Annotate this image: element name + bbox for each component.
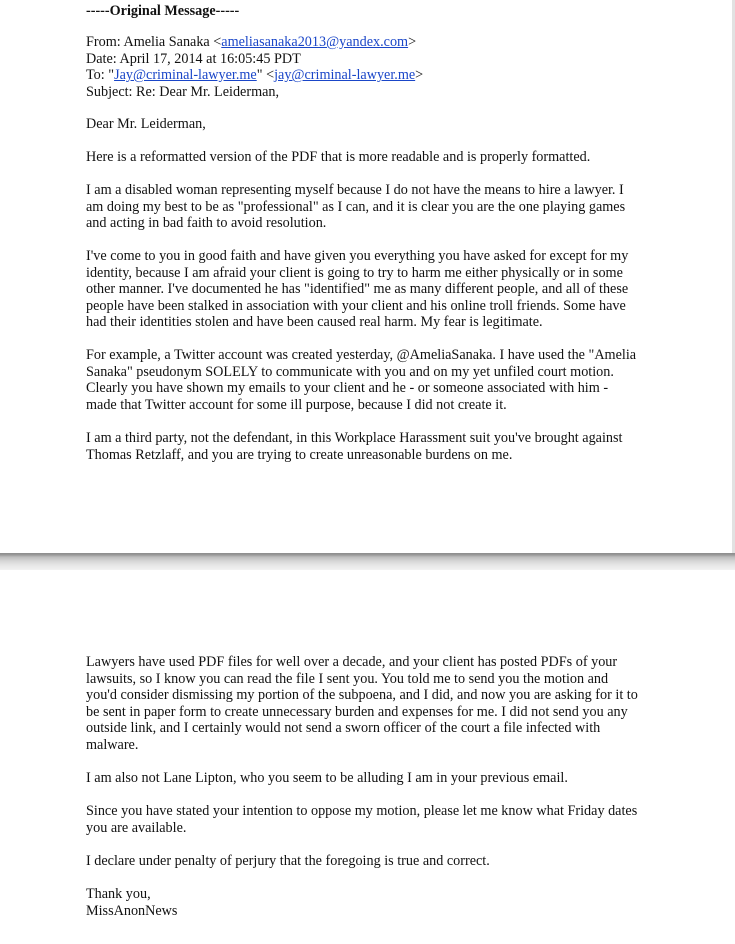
paragraph-line: identity, because I am afraid your client is going to try to harm me either physically or in some — [86, 264, 623, 281]
signature: MissAnonNews — [86, 902, 178, 919]
paragraph-line: Since you have stated your intention to oppose my motion, please let me know what Friday dates — [86, 803, 638, 819]
to-email-link-1[interactable]: Jay@criminal-lawyer.me — [114, 67, 257, 83]
paragraph-line: other manner. I've documented he has "identified" me as many different people, and all of these — [86, 281, 629, 297]
document-page-2 — [0, 570, 735, 944]
date-line: Date: April 17, 2014 at 16:05:45 PDT — [86, 50, 301, 67]
paragraph-line: made that Twitter account for some ill purpose, because I did not create it. — [86, 396, 507, 413]
paragraph-line: Here is a reformatted version of the PDF that is more readable and is properly formatted. — [86, 149, 591, 165]
paragraph-line: and acting in bad faith to avoid resolution. — [86, 215, 327, 231]
paragraph-line: had their identities stolen and have been caused real harm. My fear is legitimate. — [86, 314, 543, 330]
original-message-heading: -----Original Message----- — [86, 3, 240, 19]
paragraph-line: I am a disabled woman representing myself because I do not have the means to hire a lawyer. I — [86, 182, 624, 198]
paragraph-line: you'd consider dismissing my portion of the subpoena, and I did, and now you are asking for it to — [86, 687, 638, 703]
paragraph-line: I've come to you in good faith and have given you everything you have asked for except for my — [86, 248, 629, 264]
paragraph-line: For example, a Twitter account was created yesterday, @AmeliaSanaka. I have used the "Amelia — [86, 347, 637, 363]
to-line: To: "Jay@criminal-lawyer.me" <jay@criminal-lawyer.me> — [86, 67, 424, 83]
paragraph-line: I am a third party, not the defendant, in this Workplace Harassment suit you've brought against — [86, 430, 623, 446]
paragraph-line: Thomas Retzlaff, and you are trying to create unreasonable burdens on me. — [86, 446, 513, 463]
subject-line: Subject: Re: Dear Mr. Leiderman, — [86, 83, 280, 100]
paragraph-line: I declare under penalty of perjury that the foregoing is true and correct. — [86, 853, 490, 869]
paragraph-line: I am also not Lane Lipton, who you seem to be alluding I am in your previous email. — [86, 770, 568, 786]
paragraph-line: malware. — [86, 736, 139, 753]
paragraph-line: lawsuits, so I know you can read the file I sent you. You told me to send you the motion and — [86, 670, 609, 687]
from-line: From: Amelia Sanaka <ameliasanaka2013@yandex.com> — [86, 34, 417, 50]
paragraph-line: am doing my best to be as "professional" as I can, and it is clear you are the one playing games — [86, 198, 626, 215]
paragraph-line: be sent in paper form to create unnecessary burden and expenses for me. I did not send you any — [86, 703, 628, 720]
paragraph-line: Lawyers have used PDF files for well over a decade, and your client has posted PDFs of your — [86, 654, 618, 670]
paragraph-line: you are available. — [86, 819, 187, 836]
paragraph-line: Clearly you have shown my emails to your client and he - or someone associated with him - — [86, 380, 609, 396]
from-email-link[interactable]: ameliasanaka2013@yandex.com — [221, 34, 409, 50]
paragraph-line: people have been stalked in association with your client and his online troll friends. Some have — [86, 297, 626, 314]
to-email-link-2[interactable]: jay@criminal-lawyer.me — [274, 67, 416, 83]
closing: Thank you, — [86, 886, 151, 902]
salutation: Dear Mr. Leiderman, — [86, 116, 206, 132]
paragraph-line: Sanaka" pseudonym SOLELY to communicate with you and on my yet unfiled court motion. — [86, 363, 614, 380]
page-separator — [0, 553, 735, 570]
paragraph-line: outside link, and I certainly would not send a sworn officer of the court a file infected with — [86, 720, 601, 736]
